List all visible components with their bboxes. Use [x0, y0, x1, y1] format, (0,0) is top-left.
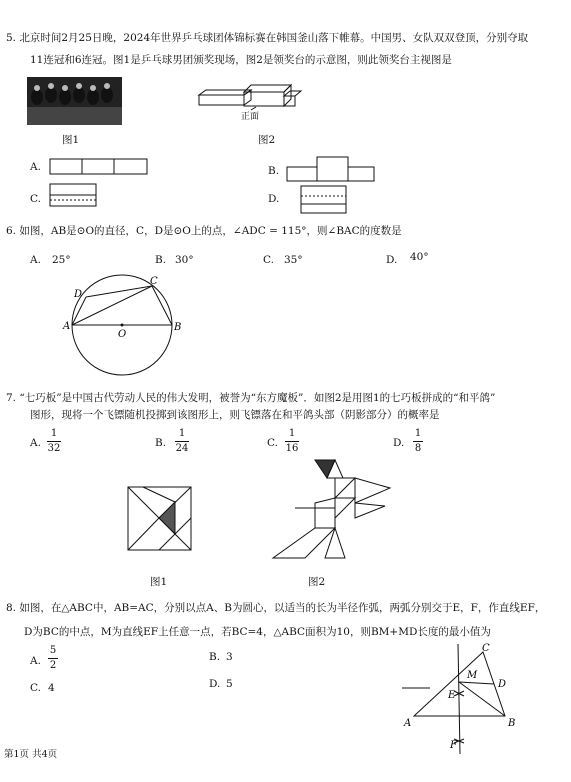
q6-point-o: O	[118, 329, 127, 340]
q8-line2: D为BC的中点，M为直线EF上任意一点，若BC=4，△ABC面积为10，则BM+MD长度的最小值为	[24, 626, 491, 638]
q8-option-d-value: 5	[226, 678, 233, 690]
q8-triangle-figure	[400, 642, 525, 757]
q6-circle-figure	[60, 272, 190, 382]
q6-option-b-label[interactable]: B.	[155, 254, 167, 266]
q7-peace-dove	[265, 458, 395, 568]
q7-fig2-caption: 图2	[308, 576, 326, 588]
q5-option-c-label[interactable]: C.	[30, 193, 41, 205]
q8-option-a-numerator: 5	[49, 645, 57, 656]
q8-point-e: E	[448, 690, 456, 701]
q8-option-c-value: 4	[48, 682, 55, 694]
q8-line1: 8. 如图，在△ABC中，AB=AC，分别以点A、B为圆心，以适当的长为半径作弧，两弧分别交于E，F，作直线EF，	[6, 602, 546, 614]
q8-option-d-label[interactable]: D.	[209, 678, 221, 690]
q5-photo	[27, 77, 122, 125]
q7-option-b-label[interactable]: B.	[155, 437, 167, 449]
q7-option-d-denominator: 8	[414, 442, 422, 454]
q5-option-b-figure[interactable]	[286, 156, 376, 184]
q7-option-a-denominator: 32	[47, 442, 61, 454]
q7-option-b-denominator: 24	[175, 442, 189, 454]
q8-point-c: C	[482, 643, 490, 654]
q6-option-d-value: 40°	[410, 251, 429, 263]
q6-option-b-value: 30°	[175, 254, 194, 266]
q6-point-c: C	[150, 276, 158, 287]
q5-option-c-figure[interactable]	[49, 183, 99, 209]
q8-point-d: D	[498, 679, 507, 690]
q5-fig2-caption: 图2	[258, 134, 276, 146]
q7-option-a-numerator: 1	[50, 428, 58, 439]
q8-point-f: F	[450, 740, 457, 751]
q6-option-a-value: 25°	[52, 254, 71, 266]
q7-option-d-label[interactable]: D.	[393, 437, 405, 449]
q5-option-d-label[interactable]: D.	[268, 193, 280, 205]
q5-option-a-figure[interactable]	[49, 158, 149, 176]
q7-tangram-square	[127, 486, 193, 552]
q5-line2: 11连冠和6连冠。图1是乒乓球男团颁奖现场，图2是领奖台的示意图，则此领奖台主视图是	[30, 54, 452, 66]
q7-option-a-label[interactable]: A.	[30, 437, 41, 449]
q8-option-a-label[interactable]: A.	[30, 655, 41, 667]
q7-option-b-numerator: 1	[178, 428, 186, 439]
q6-point-d: D	[74, 289, 83, 300]
q7-option-c-label[interactable]: C.	[267, 437, 278, 449]
q6-option-c-label[interactable]: C.	[263, 254, 274, 266]
q8-option-b-label[interactable]: B.	[209, 651, 221, 663]
q6-point-b: B	[174, 322, 182, 333]
q7-option-d-fraction	[413, 428, 423, 454]
q5-option-d-figure[interactable]	[300, 185, 348, 215]
q7-option-c-numerator: 1	[288, 428, 296, 439]
q8-option-b-value: 3	[226, 651, 233, 663]
q6-line1: 6. 如图，AB是⊙O的直径，C，D是⊙O上的点，∠ADC = 115°，则∠BAC的度数是	[6, 225, 402, 237]
q7-line1: 7. “七巧板”是中国古代劳动人民的伟大发明，被誉为“东方魔板”．如图2是用图1的七巧板拼成的“和平鸽”	[6, 392, 496, 404]
q8-option-a-fraction	[48, 645, 58, 671]
page-footer: 第1页 共4页	[4, 749, 58, 760]
q8-point-b: B	[508, 718, 516, 729]
q6-option-d-label[interactable]: D.	[386, 254, 398, 266]
q5-option-a-label[interactable]: A.	[30, 161, 41, 173]
q6-point-a: A	[63, 321, 71, 332]
q8-option-c-label[interactable]: C.	[30, 682, 41, 694]
q8-option-a-denominator: 2	[49, 659, 57, 671]
q6-option-a-label[interactable]: A.	[30, 254, 41, 266]
q5-line1: 5. 北京时间2月25日晚，2024年世界乒乓球团体锦标赛在韩国釜山落下帷幕。中国男、女队双双登顶，分别夺取	[6, 32, 529, 44]
q7-option-d-numerator: 1	[414, 428, 422, 439]
q8-point-m: M	[467, 670, 478, 681]
q5-fig1-caption: 图1	[62, 134, 80, 146]
q7-fig1-caption: 图1	[150, 576, 168, 588]
q8-point-a: A	[404, 718, 412, 729]
q7-option-a-fraction	[47, 428, 61, 454]
q6-option-c-value: 35°	[284, 254, 303, 266]
q7-line2: 图形，现将一个飞镖随机投掷到该图形上，则飞镖落在和平鸽头部（阴影部分）的概率是	[30, 409, 440, 421]
q7-option-c-denominator: 16	[285, 442, 299, 454]
q7-option-b-fraction	[175, 428, 189, 454]
q5-option-b-label[interactable]: B.	[268, 165, 280, 177]
q7-option-c-fraction	[285, 428, 299, 454]
q5-front-label: 正面	[241, 112, 260, 122]
